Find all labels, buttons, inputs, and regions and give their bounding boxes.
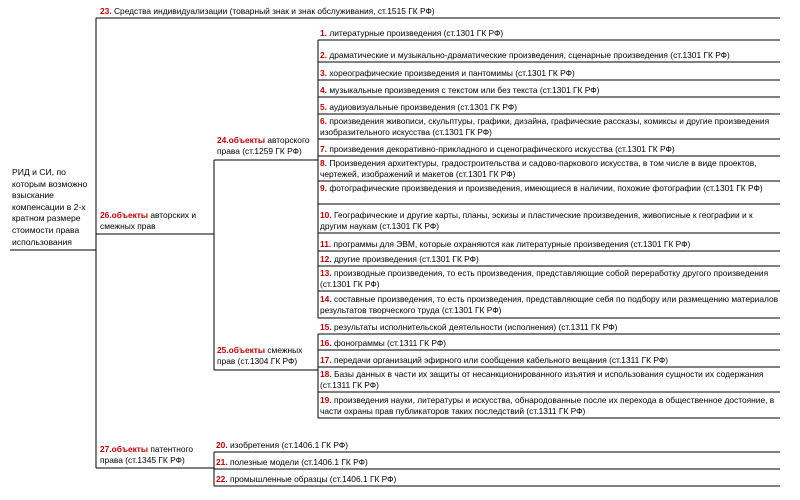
node-text: смежных прав (ст.1304 ГК РФ) <box>217 345 303 366</box>
node-25 <box>217 345 317 367</box>
leaf-number: 6. <box>320 116 327 126</box>
root-label: РИД и СИ, по которым возможно взыскание компенсации в 2-х кратном размере стоимости права использования <box>12 167 88 247</box>
node-text: патентного права (ст.1345 ГК РФ) <box>100 444 194 465</box>
node-23 <box>100 6 780 17</box>
node-text: авторских и смежных прав <box>100 210 197 231</box>
leaf-item-4 <box>320 85 782 96</box>
node-number: 27. <box>100 444 112 454</box>
leaf-item-18 <box>320 369 782 391</box>
leaf-number: 4. <box>320 85 327 95</box>
leaf-number: 11. <box>320 239 332 249</box>
leaf-number: 1. <box>320 28 327 38</box>
leaf-item-15 <box>320 322 782 333</box>
leaf-number: 8. <box>320 158 327 168</box>
leaf-text: фотографические произведения и произведения, имеющиеся в наличии, похожие фотографии (ст.1301 ГК РФ) <box>327 183 763 193</box>
leaf-number: 13. <box>320 268 332 278</box>
node-keyword: объекты <box>111 444 149 454</box>
leaf-item-9 <box>320 183 782 194</box>
leaf-text: литературные произведения (ст.1301 ГК РФ) <box>327 28 504 38</box>
leaf-item-8 <box>320 158 782 180</box>
leaf-item-11 <box>320 239 782 250</box>
leaf-text: произведения науки, литературы и искусства, обнародованные после их перехода в общественное достояние, в части охраны прав публикаторов таких последствий (ст.1311 ГК РФ) <box>320 395 775 416</box>
leaf-text: Базы данных в части их защиты от несанкционированного изъятия и использования сущности их содержания (ст.1311 ГК РФ) <box>320 369 764 390</box>
leaf-item-13 <box>320 268 782 290</box>
leaf-item-1 <box>320 28 782 39</box>
leaf-text: передачи организаций эфирного или сообщения кабельного вещания (ст.1311 ГК РФ) <box>331 355 669 365</box>
leaf-number: 21. <box>216 457 228 467</box>
node-text: Средства индивидуализации (товарный знак и знак обслуживания, ст.1515 ГК РФ) <box>111 6 435 16</box>
node-24 <box>217 135 317 157</box>
leaf-number: 16. <box>320 338 332 348</box>
node-text: авторского права (ст.1259 ГК РФ) <box>217 135 310 156</box>
leaf-text: результаты исполнительской деятельности (исполнения) (ст.1311 ГК РФ) <box>331 322 618 332</box>
leaf-text: промышленные образцы (ст.1406.1 ГК РФ) <box>227 474 397 484</box>
leaf-item-16 <box>320 338 782 349</box>
node-number: 26. <box>100 210 112 220</box>
leaf-number: 12. <box>320 254 332 264</box>
leaf-text: драматические и музыкально-драматические произведения, сценарные произведения (ст.1301 ГК РФ) <box>327 50 730 60</box>
leaf-number: 18. <box>320 369 332 379</box>
leaf-text: Произведения архитектуры, градостроительства и садово-паркового искусства, в том числе в виде проектов, чертежей, изображений и макетов (ст.1301 ГК РФ) <box>320 158 757 179</box>
leaf-item-14 <box>320 294 782 316</box>
leaf-number: 22. <box>216 474 228 484</box>
leaf-item-20 <box>216 440 782 451</box>
leaf-text: хореографические произведения и пантомимы (ст.1301 ГК РФ) <box>327 68 575 78</box>
leaf-number: 15. <box>320 322 332 332</box>
leaf-text: производные произведения, то есть произведения, представляющие собой переработку другого произведения (ст.1301 ГК РФ) <box>320 268 769 289</box>
node-number: 23. <box>100 6 112 16</box>
node-number: 24. <box>217 135 229 145</box>
leaf-item-3 <box>320 68 782 79</box>
leaf-text: произведения декоративно-прикладного и сценографического искусства (ст.1301 ГК РФ) <box>327 144 675 154</box>
node-number: 25. <box>217 345 229 355</box>
node-27 <box>100 444 212 466</box>
leaf-number: 17. <box>320 355 332 365</box>
leaf-number: 3. <box>320 68 327 78</box>
leaf-number: 14. <box>320 294 332 304</box>
node-keyword: объекты <box>111 210 149 220</box>
leaf-text: изобретения (ст.1406.1 ГК РФ) <box>227 440 349 450</box>
leaf-number: 20. <box>216 440 228 450</box>
leaf-item-7 <box>320 144 782 155</box>
leaf-number: 5. <box>320 102 327 112</box>
leaf-item-12 <box>320 254 782 265</box>
leaf-number: 10. <box>320 210 332 220</box>
leaf-item-6 <box>320 116 782 138</box>
leaf-text: произведения живописи, скульптуры, графики, дизайна, графические рассказы, комиксы и другие произведения изобразительного искусства (ст.1301 ГК РФ) <box>320 116 770 137</box>
leaf-text: программы для ЭВМ, которые охраняются как литературные произведения (ст.1301 ГК РФ) <box>331 239 691 249</box>
leaf-text: полезные модели (ст.1406.1 ГК РФ) <box>227 457 368 467</box>
node-keyword: объекты <box>228 345 266 355</box>
leaf-item-21 <box>216 457 782 468</box>
leaf-number: 9. <box>320 183 327 193</box>
leaf-text: Географические и другие карты, планы, эскизы и пластические произведения, живописные к географии и к другим наукам (ст.1301 ГК РФ) <box>320 210 753 231</box>
leaf-item-2 <box>320 50 782 61</box>
leaf-item-19 <box>320 395 782 417</box>
leaf-number: 7. <box>320 144 327 154</box>
leaf-text: другие произведения (ст.1301 ГК РФ) <box>331 254 479 264</box>
leaf-text: музыкальные произведения с текстом или без текста (ст.1301 ГК РФ) <box>327 85 600 95</box>
leaf-item-5 <box>320 102 782 113</box>
leaf-text: составные произведения, то есть произведения, представляющие себя по подбору или размещению материалов результатов творческого труда (ст.1301 ГК РФ) <box>320 294 779 315</box>
leaf-text: фонограммы (ст.1311 ГК РФ) <box>331 338 446 348</box>
leaf-item-22 <box>216 474 782 485</box>
leaf-number: 19. <box>320 395 332 405</box>
leaf-text: аудиовизуальные произведения (ст.1301 ГК РФ) <box>327 102 517 112</box>
leaf-item-17 <box>320 355 782 366</box>
leaf-item-10 <box>320 210 782 232</box>
node-26 <box>100 210 212 232</box>
node-keyword: объекты <box>228 135 266 145</box>
leaf-number: 2. <box>320 50 327 60</box>
